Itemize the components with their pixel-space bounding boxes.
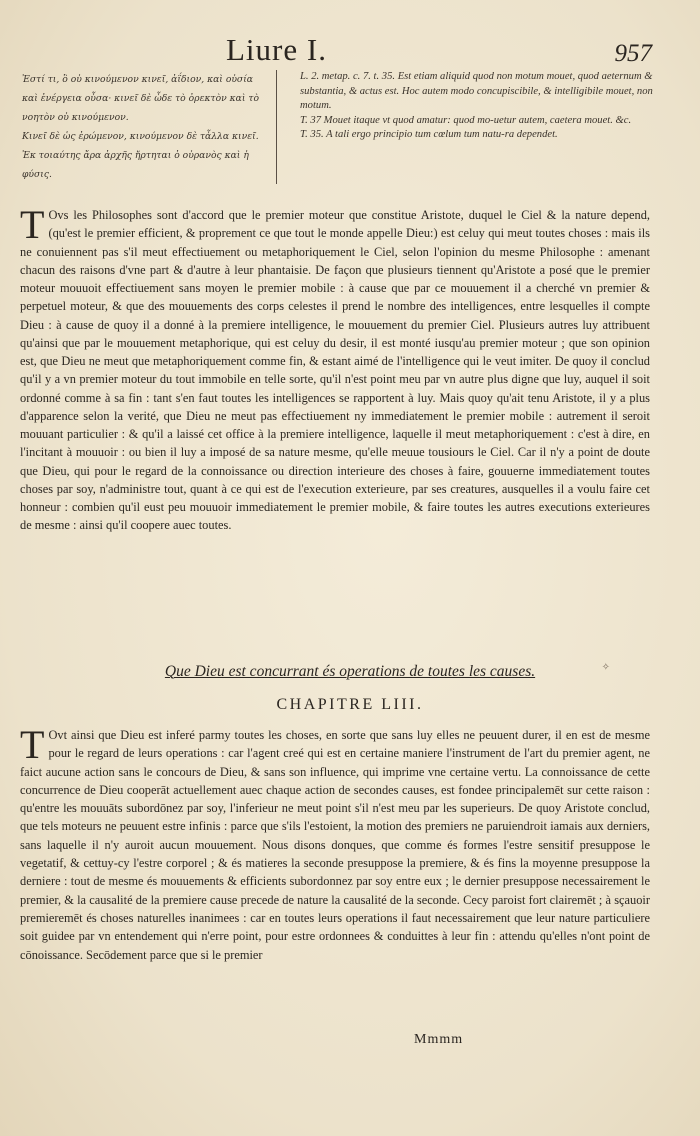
running-title: Liure I. — [226, 32, 327, 67]
chapter-paragraph — [20, 722, 650, 964]
section-title — [0, 663, 700, 681]
column-divider — [276, 70, 277, 184]
drop-cap: T — [20, 722, 45, 767]
main-paragraph — [20, 202, 650, 535]
marginal-citations — [22, 70, 662, 190]
section-title-text: Que Dieu est concurrant és operations de toutes les causes. — [164, 663, 536, 680]
signature-mark: Mmmm — [414, 1032, 464, 1047]
drop-cap: T — [20, 202, 45, 247]
greek-quote: Κινεῖ δὲ ὡς ἐρώμενον, κινούμενον δὲ τἆλλα κινεῖ. — [22, 131, 259, 142]
greek-quote: Ἐστί τι, ὃ οὐ κινούμενον κινεῖ, ἀΐδιον, καὶ οὐσία καὶ ἐνέργεια οὖσα· κινεῖ δὲ ὧδε τὸ ὀρεκτὸν καὶ τὸ νοητὸν οὐ κινούμενον. — [22, 74, 260, 123]
latin-reference: T. 35. A tali ergo principio tum cœlum tum natu-ra dependet. — [300, 129, 558, 140]
chapter-paragraph-text: Ovt ainsi que Dieu est inferé parmy toutes les choses, en sorte que sans luy elles ne peuuent durer, il en est de mesme pour le regard de leurs operations : car l'agent creé qui est en certaine maniere l'instrument de l'art du premier agent, ne faict aucune action sans le concours de Dieu, & sans son influence, qui imprime vne certaine vertu. La connoissance de cette concurrence de Dieu cooperāt actuellement auec chaque action de secondes causes, est fondee principalemēt sur cette raison : qu'entre les mouuāts subordōnez par soy, l'inferieur ne meut point s'il n'est meu par les superieurs. De quoy Aristote conclud, que tels moteurs ne peuuent estre infinis : parce que s'ils l'estoient, la motion des premiers ne paruiendroit iamais aux derniers, sans laquelle il n'y auroit aucun mouuement. Nous disons donques, que comme és formes l'estre sensitif presuppose le vegetatif, & cettuy-cy l'estre corporel ; & és matieres la seconde presuppose la premiere, & és fins la moyenne presuppose la derniere : tout de mesme és mouuements & efficients subordonnez par soy entre eux ; le dernier presuppose necessairement le premier, & la causalité de la premiere cause precede de nature la causalité de la seconde. Cecy paroist fort clairemēt ; à sçauoir premieremēt és choses naturelles inanimees : car en toutes leurs operations il faut necessairement que leur nature particuliere soit guidee par vn entendement qui n'erre point, pour estre ordonnees & conduittes à leur fin : attendu qu'elles n'ont point de cōnoissance. Secōdement parce que si le premier — [20, 728, 650, 962]
chapter-text — [20, 722, 650, 964]
page-number: 957 — [614, 40, 652, 67]
greek-quotations — [22, 70, 268, 184]
ornament-mark: ✧ — [601, 662, 610, 673]
greek-quote: Ἐκ τοιαύτης ἄρα ἀρχῆς ἤρτηται ὁ οὐρανὸς καὶ ἡ φύσις. — [22, 150, 249, 180]
main-paragraph-text: Ovs les Philosophes sont d'accord que le premier moteur que constitue Aristote, duquel le Ciel & la nature depend, (qu'est le premier efficient, & proprement ce que tout le monde appelle Dieu:) est celuy qui meut toutes choses : mais ils ne conuiennent pas s'il meut effectiuement ou metaphoriquement le Ciel, selon l'opinion du mesme Philosophe : amenant chacun des raisons d'vne part & d'autre à leur phantaisie. De façon que plusieurs tiennent qu'Aristote a posé que le premier moteur mouuoit effectiuement sans moyen le premier mobile : à cause que par ce mouuement il a cherché vn premier & perpetuel moteur, & que des mouuements des corps celestes il prend le nombre des intelligences, entre lesquelles il compte Dieu : à cause de quoy il a donné à la premiere intelligence, le mouuement du premier Ciel. Plusieurs autres luy attribuent qu'ainsi que par le mouuement metaphorique, qui est celuy du desir, il est monté iusqu'au premier moteur ; que son opinion est, que Dieu ne meut que metaphoriquement comme fin, & estant aimé de l'intelligence qui le veut imiter. De quoy il conclud qu'il y a vn premier moteur du tout immobile en telle sorte, qu'il n'est point meu par vn autre plus digne que luy, auquel il soit ordonné comme à sa fin : tant s'en faut toutes les intelligences se rapportent à luy. Mais quoy qu'ait tenu Aristote, il y a plus d'apparence selon la verité, que Dieu ne meut pas effectiuement ny immediatement le premier mobile : autrement il seroit mouuant particulier : & qu'il a laissé cet office à la premiere intelligence, laquelle il meut metaphoriquement : c'est à dire, en l'incitant à mouuoir : ou bien il luy a imposé de sa nature mesme, qu'elle meuue tousiours le Ciel. Car il n'y a point de doute que Dieu, qui pour le regard de la connoissance ou direction interieure des choses à faire, gouuerne immediatement toutes choses par soy, n'administre tout, quant à ce qui est de l'execution exterieure, par ses creatures, ausquelles il a voulu faire cet honneur : combien qu'il eust peu mouuoir immediatement le premier mobile, & faire toutes les autres executions exterieures de mesme : ainsi qu'il coopere auec toutes. — [20, 208, 650, 533]
main-text — [20, 202, 650, 535]
latin-references — [300, 70, 670, 143]
latin-reference: L. 2. metap. c. 7. t. 35. Est etiam aliquid quod non motum mouet, quod aeternum & substantia, & actus est. Hoc autem modo concupiscibile, & intelligibile mouet, non motum. — [300, 71, 653, 111]
chapter-heading: CHAPITRE LIII. — [276, 696, 424, 713]
latin-reference: T. 37 Mouet itaque vt quod amatur: quod mo-uetur autem, caetera mouet. &c. — [300, 114, 632, 126]
